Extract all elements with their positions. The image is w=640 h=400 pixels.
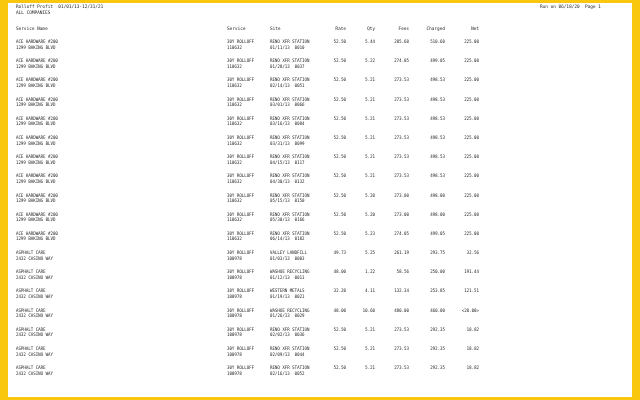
fees-value: 273.53 xyxy=(394,115,409,121)
service-type: 30Y ROLLOFF xyxy=(227,211,255,217)
service-type: 30Y ROLLOFF xyxy=(227,77,255,83)
table-row xyxy=(8,116,632,135)
fees-value: 273.53 xyxy=(394,134,409,140)
customer-address: 2432 CASINO WAY xyxy=(16,274,53,280)
service-type: 30Y ROLLOFF xyxy=(227,115,255,121)
service-id: 110632 xyxy=(227,217,242,223)
net-value: 225.00 xyxy=(464,192,479,198)
service-id: 110632 xyxy=(227,44,242,50)
charged-value: 498.53 xyxy=(430,77,445,83)
qty-value: 4.11 xyxy=(365,288,375,294)
date-ticket: 03/01/13 0066 xyxy=(270,102,305,108)
rate-value: 52.50 xyxy=(333,173,346,179)
service-type: 30Y ROLLOFF xyxy=(227,192,255,198)
qty-value: 5.21 xyxy=(365,365,375,371)
service-type: 30Y ROLLOFF xyxy=(227,250,255,256)
customer-address: 2432 CASINO WAY xyxy=(16,255,53,261)
site-name: RENO XFR STATION xyxy=(270,365,310,371)
net-value: 225.00 xyxy=(464,154,479,160)
table-row xyxy=(8,327,632,346)
qty-value: 5.21 xyxy=(365,346,375,351)
net-value: 18.82 xyxy=(466,326,479,332)
rate-value: 52.50 xyxy=(333,192,346,198)
customer-name: ACE HARDWARE #200 xyxy=(16,58,58,64)
charged-value: 498.53 xyxy=(430,134,445,140)
net-value: 121.51 xyxy=(464,288,479,294)
service-id: 100978 xyxy=(227,274,242,280)
fees-value: 273.53 xyxy=(394,154,409,160)
run-info: Run on 06/18/20 Page 1 xyxy=(540,5,601,10)
net-value: 225.00 xyxy=(464,115,479,121)
date-ticket: 02/14/13 0051 xyxy=(270,82,305,88)
customer-name: ASPHALT CARE xyxy=(16,269,46,275)
service-type: 30Y ROLLOFF xyxy=(227,173,255,179)
report-rows xyxy=(8,39,632,384)
net-value: 225.00 xyxy=(464,230,479,236)
charged-value: 292.35 xyxy=(430,326,445,332)
rate-value: 52.50 xyxy=(333,346,346,351)
rate-value: 52.50 xyxy=(333,154,346,160)
table-row xyxy=(8,250,632,269)
customer-address: 2432 CASINO WAY xyxy=(16,351,53,357)
rate-value: 52.50 xyxy=(333,115,346,121)
qty-value: 5.20 xyxy=(365,192,375,198)
date-ticket: 01/19/13 0021 xyxy=(270,294,305,300)
date-ticket: 01/26/13 0029 xyxy=(270,313,305,319)
table-row xyxy=(8,365,632,384)
customer-address: 2432 CASINO WAY xyxy=(16,370,53,376)
date-ticket: 06/14/13 0182 xyxy=(270,236,305,242)
rate-value: 49.73 xyxy=(333,250,346,256)
table-row xyxy=(8,346,632,365)
charged-value: 253.85 xyxy=(430,288,445,294)
net-value: 32.56 xyxy=(466,250,479,256)
date-ticket: 03/31/13 0099 xyxy=(270,140,305,146)
site-name: WASHOE RECYCLING xyxy=(270,307,310,313)
fees-value: 273.00 xyxy=(394,211,409,217)
rate-value: 52.50 xyxy=(333,96,346,102)
date-ticket: 01/03/13 0003 xyxy=(270,255,305,261)
service-id: 110632 xyxy=(227,236,242,242)
fees-value: 273.53 xyxy=(394,365,409,371)
rate-value: 52.50 xyxy=(333,365,346,371)
service-type: 30Y ROLLOFF xyxy=(227,307,255,313)
site-name: RENO XFR STATION xyxy=(270,77,310,83)
date-ticket: 01/11/13 0010 xyxy=(270,44,305,50)
rate-value: 52.50 xyxy=(333,230,346,236)
service-id: 110632 xyxy=(227,102,242,108)
service-type: 30Y ROLLOFF xyxy=(227,39,255,44)
charged-value: 510.60 xyxy=(430,39,445,44)
qty-value: 5.21 xyxy=(365,77,375,83)
net-value: 225.00 xyxy=(464,173,479,179)
col-service: Service xyxy=(227,27,246,32)
customer-name: ASPHALT CARE xyxy=(16,288,46,294)
date-ticket: 04/15/13 0117 xyxy=(270,159,305,165)
customer-name: ACE HARDWARE #200 xyxy=(16,134,58,140)
report-page xyxy=(8,3,632,397)
service-id: 110632 xyxy=(227,178,242,184)
qty-value: 5.21 xyxy=(365,326,375,332)
fees-value: 273.53 xyxy=(394,326,409,332)
qty-value: 5.22 xyxy=(365,58,375,64)
customer-name: ACE HARDWARE #200 xyxy=(16,173,58,179)
service-id: 110632 xyxy=(227,198,242,204)
qty-value: 5.21 xyxy=(365,173,375,179)
fees-value: 58.56 xyxy=(396,269,409,275)
service-type: 30Y ROLLOFF xyxy=(227,230,255,236)
customer-address: 1299 BAKING BLVD xyxy=(16,121,56,127)
customer-name: ASPHALT CARE xyxy=(16,346,46,351)
rate-value: 52.50 xyxy=(333,39,346,44)
net-value: 225.00 xyxy=(464,77,479,83)
site-name: RENO XFR STATION xyxy=(270,192,310,198)
site-name: WESTERN METALS xyxy=(270,288,305,294)
net-value: <20.00> xyxy=(461,307,479,313)
table-row xyxy=(8,173,632,192)
col-site: Site xyxy=(270,27,281,32)
net-value: 225.00 xyxy=(464,134,479,140)
charged-value: 499.05 xyxy=(430,230,445,236)
fees-value: 273.00 xyxy=(394,192,409,198)
site-name: RENO XFR STATION xyxy=(270,230,310,236)
charged-value: 498.53 xyxy=(430,154,445,160)
companies-label: ALL COMPANIES xyxy=(16,11,51,16)
qty-value: 5.21 xyxy=(365,154,375,160)
net-value: 225.00 xyxy=(464,211,479,217)
service-type: 30Y ROLLOFF xyxy=(227,134,255,140)
customer-name: ACE HARDWARE #200 xyxy=(16,192,58,198)
col-qty: Qty xyxy=(367,27,375,32)
charged-value: 498.53 xyxy=(430,173,445,179)
service-id: 100978 xyxy=(227,294,242,300)
site-name: RENO XFR STATION xyxy=(270,154,310,160)
site-name: RENO XFR STATION xyxy=(270,211,310,217)
service-id: 100978 xyxy=(227,313,242,319)
customer-address: 1299 BAKING BLVD xyxy=(16,198,56,204)
table-row xyxy=(8,288,632,307)
report-title: Rolloff Profit 01/01/13-12/31/21 xyxy=(16,5,104,10)
charged-value: 250.00 xyxy=(430,269,445,275)
date-ticket: 02/02/13 0036 xyxy=(270,332,305,338)
site-name: VALLEY LANDFILL xyxy=(270,250,307,256)
table-row xyxy=(8,212,632,231)
qty-value: 5.21 xyxy=(365,115,375,121)
col-service-name: Service Name xyxy=(16,27,48,32)
fees-value: 274.05 xyxy=(394,58,409,64)
service-type: 30Y ROLLOFF xyxy=(227,288,255,294)
charged-value: 292.35 xyxy=(430,346,445,351)
customer-address: 1299 BAKING BLVD xyxy=(16,217,56,223)
table-row xyxy=(8,193,632,212)
service-id: 100978 xyxy=(227,351,242,357)
fees-value: 273.53 xyxy=(394,346,409,351)
table-row xyxy=(8,97,632,116)
site-name: RENO XFR STATION xyxy=(270,115,310,121)
service-type: 30Y ROLLOFF xyxy=(227,346,255,351)
qty-value: 5.44 xyxy=(365,39,375,44)
rate-value: 32.20 xyxy=(333,288,346,294)
customer-name: ACE HARDWARE #200 xyxy=(16,77,58,83)
date-ticket: 05/30/13 0166 xyxy=(270,217,305,223)
fees-value: 273.53 xyxy=(394,96,409,102)
col-rate: Rate xyxy=(335,27,346,32)
site-name: RENO XFR STATION xyxy=(270,39,310,44)
rate-value: 48.00 xyxy=(333,307,346,313)
customer-name: ACE HARDWARE #200 xyxy=(16,154,58,160)
site-name: RENO XFR STATION xyxy=(270,173,310,179)
service-id: 100978 xyxy=(227,332,242,338)
customer-address: 1299 BAKING BLVD xyxy=(16,63,56,69)
service-id: 110632 xyxy=(227,159,242,165)
col-fees: Fees xyxy=(398,27,409,32)
service-type: 30Y ROLLOFF xyxy=(227,269,255,275)
charged-value: 460.00 xyxy=(430,307,445,313)
rate-value: 52.50 xyxy=(333,326,346,332)
charged-value: 498.00 xyxy=(430,192,445,198)
service-type: 30Y ROLLOFF xyxy=(227,58,255,64)
table-row xyxy=(8,39,632,58)
date-ticket: 05/15/13 0150 xyxy=(270,198,305,204)
customer-address: 1299 BAKING BLVD xyxy=(16,159,56,165)
qty-value: 5.25 xyxy=(365,250,375,256)
net-value: 225.00 xyxy=(464,96,479,102)
customer-name: ACE HARDWARE #200 xyxy=(16,115,58,121)
service-id: 110632 xyxy=(227,121,242,127)
date-ticket: 02/16/13 0052 xyxy=(270,370,305,376)
site-name: RENO XFR STATION xyxy=(270,326,310,332)
table-row xyxy=(8,269,632,288)
fees-value: 132.34 xyxy=(394,288,409,294)
charged-value: 293.75 xyxy=(430,250,445,256)
rate-value: 52.50 xyxy=(333,77,346,83)
table-row xyxy=(8,308,632,327)
qty-value: 5.23 xyxy=(365,230,375,236)
charged-value: 498.53 xyxy=(430,115,445,121)
service-type: 30Y ROLLOFF xyxy=(227,154,255,160)
net-value: 18.82 xyxy=(466,346,479,351)
customer-address: 1299 BAKING BLVD xyxy=(16,102,56,108)
service-type: 30Y ROLLOFF xyxy=(227,96,255,102)
qty-value: 1.22 xyxy=(365,269,375,275)
table-row xyxy=(8,231,632,250)
qty-value: 10.60 xyxy=(362,307,375,313)
customer-name: ACE HARDWARE #200 xyxy=(16,39,58,44)
customer-address: 1299 BAKING BLVD xyxy=(16,82,56,88)
table-row xyxy=(8,135,632,154)
net-value: 225.00 xyxy=(464,58,479,64)
customer-address: 1299 BAKING BLVD xyxy=(16,236,56,242)
rate-value: 52.50 xyxy=(333,58,346,64)
customer-address: 1299 BAKING BLVD xyxy=(16,140,56,146)
customer-name: ASPHALT CARE xyxy=(16,326,46,332)
customer-address: 1299 BAKING BLVD xyxy=(16,178,56,184)
net-value: 191.44 xyxy=(464,269,479,275)
customer-address: 1299 BAKING BLVD xyxy=(16,44,56,50)
customer-address: 2432 CASINO WAY xyxy=(16,332,53,338)
net-value: 18.82 xyxy=(466,365,479,371)
col-net: Net xyxy=(471,27,479,32)
rate-value: 48.00 xyxy=(333,269,346,275)
net-value: 225.00 xyxy=(464,39,479,44)
service-id: 100978 xyxy=(227,370,242,376)
qty-value: 5.20 xyxy=(365,211,375,217)
charged-value: 498.00 xyxy=(430,211,445,217)
customer-name: ACE HARDWARE #200 xyxy=(16,211,58,217)
rate-value: 52.50 xyxy=(333,134,346,140)
customer-address: 2432 CASINO WAY xyxy=(16,313,53,319)
date-ticket: 01/12/13 0013 xyxy=(270,274,305,280)
site-name: RENO XFR STATION xyxy=(270,346,310,351)
date-ticket: 01/28/13 0037 xyxy=(270,63,305,69)
service-type: 30Y ROLLOFF xyxy=(227,326,255,332)
service-id: 110632 xyxy=(227,140,242,146)
customer-name: ASPHALT CARE xyxy=(16,365,46,371)
col-charged: Charged xyxy=(426,27,445,32)
table-row xyxy=(8,154,632,173)
charged-value: 499.05 xyxy=(430,58,445,64)
fees-value: 274.05 xyxy=(394,230,409,236)
charged-value: 292.35 xyxy=(430,365,445,371)
fees-value: 285.60 xyxy=(394,39,409,44)
service-id: 110632 xyxy=(227,82,242,88)
fees-value: 273.53 xyxy=(394,173,409,179)
site-name: WASHOE RECYCLING xyxy=(270,269,310,275)
customer-name: ASPHALT CARE xyxy=(16,307,46,313)
qty-value: 5.21 xyxy=(365,96,375,102)
customer-name: ACE HARDWARE #200 xyxy=(16,230,58,236)
table-row xyxy=(8,77,632,96)
customer-address: 2432 CASINO WAY xyxy=(16,294,53,300)
customer-name: ASPHALT CARE xyxy=(16,250,46,256)
fees-value: 480.00 xyxy=(394,307,409,313)
rate-value: 52.50 xyxy=(333,211,346,217)
site-name: RENO XFR STATION xyxy=(270,96,310,102)
customer-name: ACE HARDWARE #200 xyxy=(16,96,58,102)
service-type: 30Y ROLLOFF xyxy=(227,365,255,371)
date-ticket: 02/09/13 0044 xyxy=(270,351,305,357)
date-ticket: 03/16/13 0084 xyxy=(270,121,305,127)
service-id: 110632 xyxy=(227,63,242,69)
fees-value: 273.53 xyxy=(394,77,409,83)
service-id: 100978 xyxy=(227,255,242,261)
table-row xyxy=(8,58,632,77)
fees-value: 261.19 xyxy=(394,250,409,256)
site-name: RENO XFR STATION xyxy=(270,134,310,140)
charged-value: 498.53 xyxy=(430,96,445,102)
qty-value: 5.21 xyxy=(365,134,375,140)
date-ticket: 04/30/13 0132 xyxy=(270,178,305,184)
site-name: RENO XFR STATION xyxy=(270,58,310,64)
